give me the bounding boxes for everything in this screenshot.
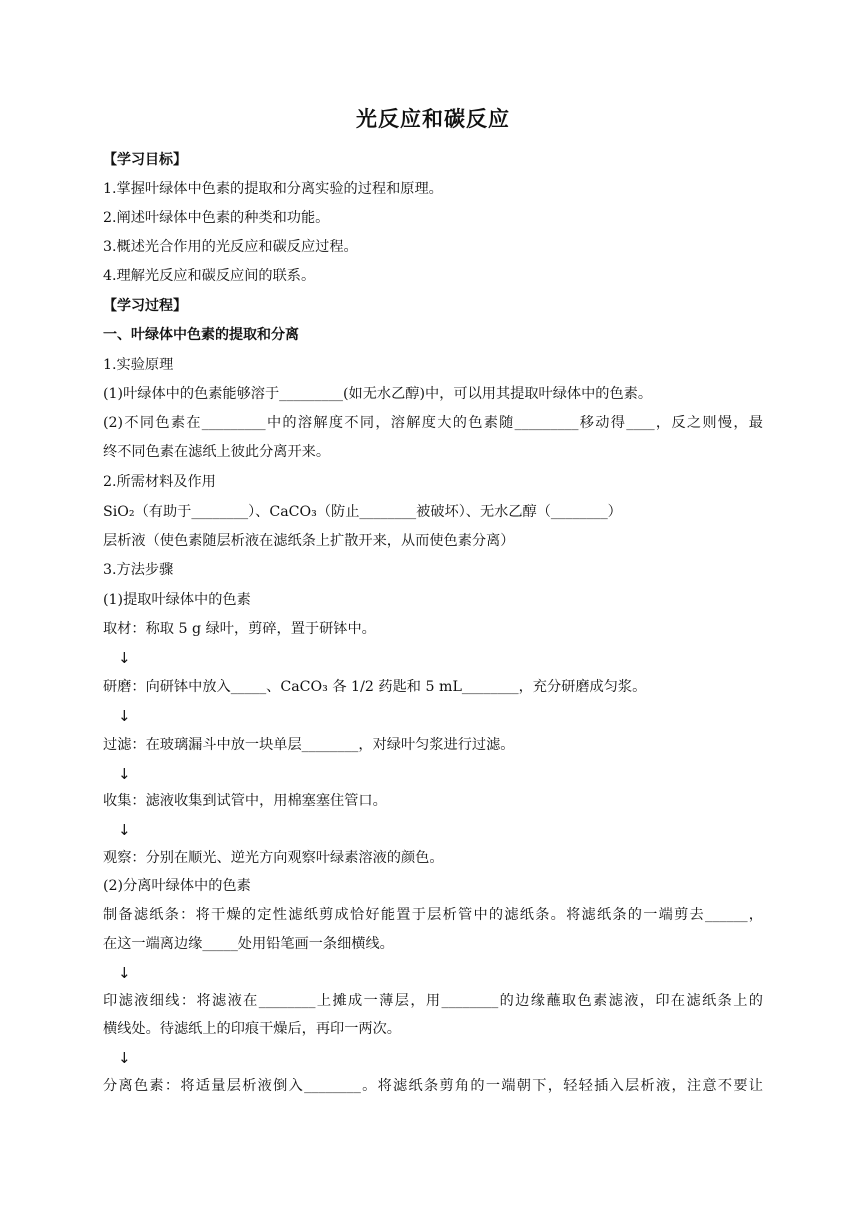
step-collect: 收集：滤液收集到试管中，用棉塞塞住管口。 [103,793,387,809]
principle-paragraph-2-cont: 终不同色素在滤纸上彼此分离开来。 [103,444,331,460]
step-observe: 观察：分别在顺光、逆光方向观察叶绿素溶液的颜色。 [103,850,444,866]
step-print: 印滤液细线：将滤液在________上摊成一薄层，用________的边缘蘸取色素滤液，印在滤纸条上的 [103,993,763,1009]
step-take: 取材：称取 5 g 绿叶，剪碎，置于研钵中。 [103,621,376,637]
materials-line-1: SiO₂（有助于________）、CaCO₃（防止________被破坏）、无水乙醇（________） [103,504,622,520]
principle-paragraph-1: (1)叶绿体中的色素能够溶于_________(如无水乙醇)中，可以用其提取叶绿体中的色素。 [103,386,653,402]
goal-item: 4.理解光反应和碳反应间的联系。 [103,268,316,284]
step-filter: 过滤：在玻璃漏斗中放一块单层________，对绿叶匀浆进行过滤。 [103,737,515,753]
materials-heading: 2.所需材料及作用 [103,474,216,490]
step-grind: 研磨：向研钵中放入_____、CaCO₃ 各 1/2 药匙和 5 mL________，充分研磨成匀浆。 [103,679,647,695]
down-arrow-icon: ↓ [118,821,131,839]
principle-paragraph-2: (2)不同色素在_________中的溶解度不同，溶解度大的色素随_________移动得____，反之则慢，最 [103,415,763,431]
step-strip-cont: 在这一端离边缘_____处用铅笔画一条细横线。 [103,936,394,952]
step-separate: 分离色素：将适量层析液倒入________。将滤纸条剪角的一端朝下，轻轻插入层析液，注意不要让 [103,1078,763,1094]
down-arrow-icon: ↓ [118,964,131,982]
principle-heading: 1.实验原理 [103,357,174,373]
goal-item: 1.掌握叶绿体中色素的提取和分离实验的过程和原理。 [103,181,443,197]
step-print-cont: 横线处。待滤纸上的印痕干燥后，再印一两次。 [103,1021,401,1037]
materials-line-2: 层析液（使色素随层析液在滤纸条上扩散开来，从而使色素分离） [103,533,515,549]
goal-item: 3.概述光合作用的光反应和碳反应过程。 [103,239,358,255]
document-title: 光反应和碳反应 [356,107,510,131]
down-arrow-icon: ↓ [118,765,131,783]
steps-heading: 3.方法步骤 [103,562,174,578]
down-arrow-icon: ↓ [118,1049,131,1067]
goals-heading: 【学习目标】 [103,152,187,168]
down-arrow-icon: ↓ [118,649,131,667]
part1-heading: 一、叶绿体中色素的提取和分离 [103,327,299,343]
goal-item: 2.阐述叶绿体中色素的种类和功能。 [103,210,330,226]
extract-heading: (1)提取叶绿体中的色素 [103,592,251,608]
process-heading: 【学习过程】 [103,298,187,314]
step-strip: 制备滤纸条：将干燥的定性滤纸剪成恰好能置于层析管中的滤纸条。将滤纸条的一端剪去______， [103,907,763,923]
separate-heading: (2)分离叶绿体中的色素 [103,878,251,894]
down-arrow-icon: ↓ [118,707,131,725]
